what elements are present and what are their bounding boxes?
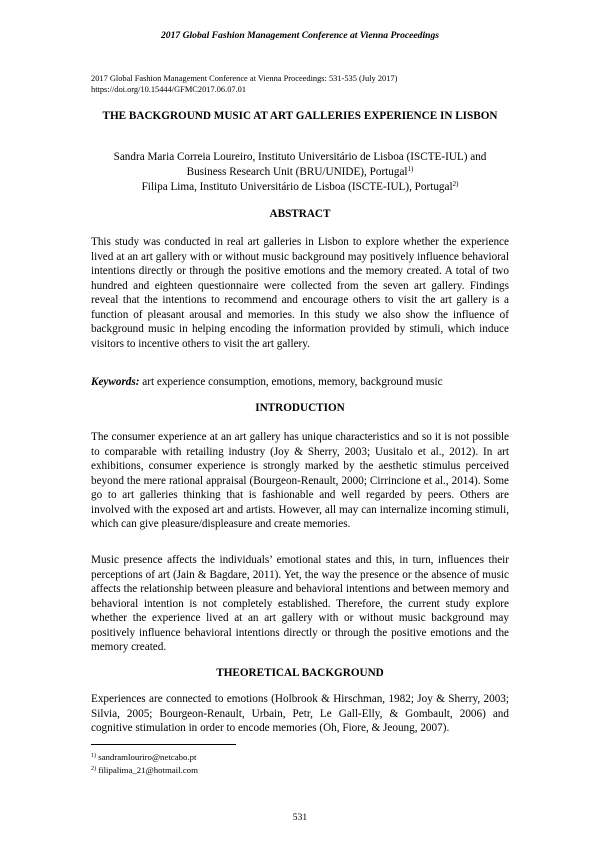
footnote-1: $^{1)}$ sandramlouriro@netcabo.pt bbox=[91, 752, 197, 762]
footnote-2: $^{2)}$ filipalima_21@hotmail.com bbox=[91, 765, 198, 775]
footnote-marker-2: 2) bbox=[452, 179, 459, 188]
citation-block bbox=[91, 73, 511, 95]
author-2-affiliation: Filipa Lima, Instituto Universitário de Lisboa (ISCTE-IUL), Portugal$^{2)}$ bbox=[141, 179, 459, 193]
author-1-affiliation-line2: Business Research Unit (BRU/UNIDE), Portugal$^{1)}$ bbox=[186, 164, 414, 178]
page-number: 531 bbox=[292, 812, 308, 823]
keywords-text: art experience consumption, emotions, memory, background music bbox=[142, 376, 443, 388]
footnote-marker-1: 1) bbox=[407, 164, 414, 173]
paper-title: THE BACKGROUND MUSIC AT ART GALLERIES EXPERIENCE IN LISBON bbox=[102, 110, 498, 122]
citation-proceedings: 2017 Global Fashion Management Conference at Vienna Proceedings: 531-535 (July 2017) bbox=[91, 74, 398, 83]
introduction-paragraph-1: The consumer experience at an art gallery has unique characteristics and so it is not possible to comparable with retailing industry (Joy & Sherry, 2003; Uusitalo et al., 2012). In art exhibitions, consumer experience is strongly marked by the aesthetic stimulus perceived beyond the mere rational appraisal (Bourgeon-Renault, 2000; Cirrincione et al., 2014). Some go to art galleries thinking that is fashionable and well regarded by peers. Others are involved with the exposed art and artists. However, all may can internalize incoming stimuli, which can give pleasure/displeasure and create memories. bbox=[91, 431, 509, 530]
theoretical-background-paragraph-1: Experiences are connected to emotions (Holbrook & Hirschman, 1982; Joy & Sherry, 2003; Silvia, 2005; Bourgeon-Renault, Urbain, Petr, Le Gall-Elly, & Gombault, 2006) and cognitive stimulation in order to encode memories (Oh, Fiore, & Jeoung, 2007). bbox=[91, 693, 509, 734]
introduction-heading: INTRODUCTION bbox=[255, 402, 345, 414]
keywords-label: Keywords: bbox=[91, 376, 140, 388]
running-header: 2017 Global Fashion Management Conference at Vienna Proceedings bbox=[161, 30, 439, 41]
abstract-heading: ABSTRACT bbox=[269, 208, 331, 220]
citation-doi[interactable]: https://doi.org/10.15444/GFMC2017.06.07.01 bbox=[91, 85, 247, 94]
theoretical-background-heading: THEORETICAL BACKGROUND bbox=[216, 667, 384, 679]
author-block bbox=[91, 150, 509, 194]
introduction-paragraph-2: Music presence affects the individuals’ emotional states and this, in turn, influences their perceptions of art (Jain & Bagdare, 2011). Yet, the way the presence or the absence of music affects the relationship between pleasure and behavioral intentions and between memory and behavioral intention is not completely established. Therefore, the current study explore whether the experience lived at an art gallery with or without music background may positively influence behavioral intentions directly or through the positive emotions and the memory created. bbox=[91, 554, 509, 653]
footnote-separator bbox=[91, 744, 236, 745]
footnote-1-email[interactable]: sandramlouriro@netcabo.pt bbox=[98, 752, 197, 762]
footnote-2-email[interactable]: filipalima_21@hotmail.com bbox=[98, 765, 198, 775]
keywords bbox=[91, 375, 509, 390]
author-1-affiliation-line1: Sandra Maria Correia Loureiro, Instituto Universitário de Lisboa (ISCTE-IUL) and bbox=[113, 151, 487, 163]
abstract-text: This study was conducted in real art galleries in Lisbon to explore whether the experience lived at an art gallery with or without music background may positively influence behavioral intentions directly or through the positive emotions and the memory created. A total of two hundred and eighteen questionnaire were collected from the seven art gallery. Findings reveal that the intentions to recommend and encourage others to visit the art gallery is a function of pleasant arousal and memories. In this study we also show the influence of background music in helping encoding the information provided by stimuli, which induce visitors to incentive others to visit the art gallery. bbox=[91, 236, 509, 350]
